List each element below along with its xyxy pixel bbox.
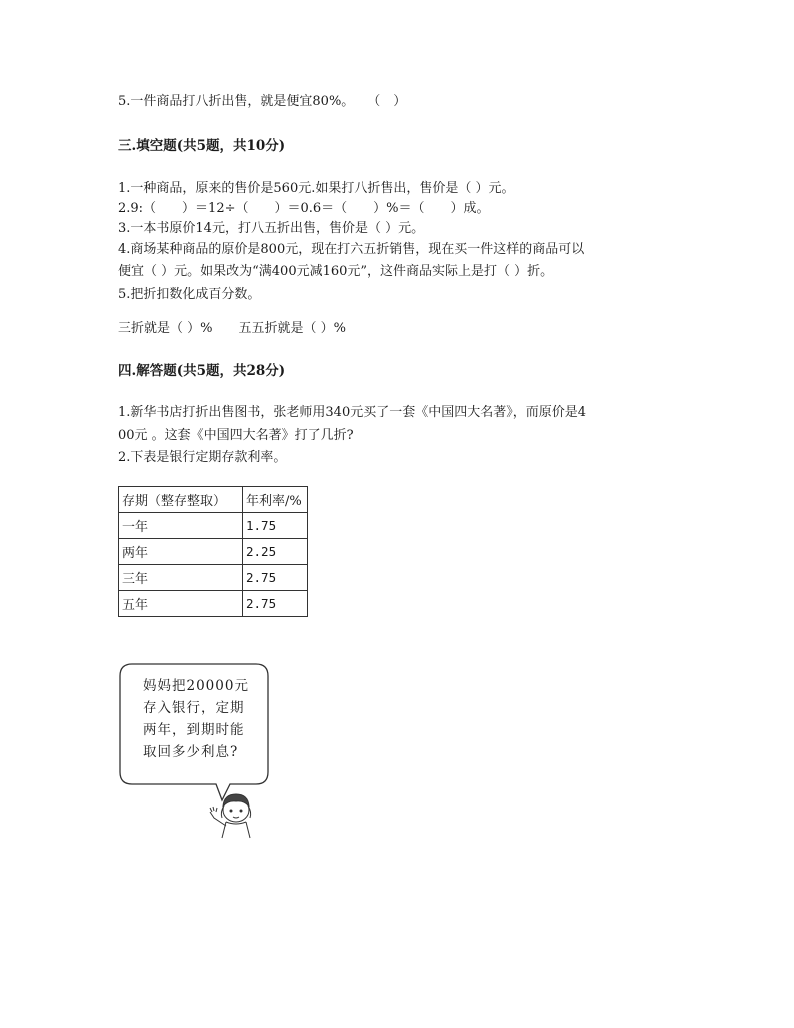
speech-bubble-text: 妈妈把20000元存入银行，定期两年，到期时能取回多少利息?	[143, 678, 249, 760]
table-row	[119, 565, 308, 591]
table-cell-rate: 2.75	[243, 565, 308, 591]
table-cell-term: 三年	[119, 565, 243, 591]
table-row	[119, 591, 308, 617]
section-3-title: 三.填空题(共5题，共10分)	[118, 138, 286, 154]
table-header-term: 存期（整存整取）	[119, 487, 243, 513]
fill-question-5: 5.把折扣数化成百分数。	[118, 287, 261, 302]
table-header-row	[119, 487, 308, 513]
fill-question-1: 1.一种商品，原来的售价是560元.如果打八折售出，售价是（ ）元。	[118, 181, 515, 196]
table-row	[119, 539, 308, 565]
section-4-title: 四.解答题(共5题，共28分)	[118, 363, 286, 379]
table-header-rate: 年利率/%	[243, 487, 308, 513]
fill-question-2: 2.9:（ ）＝12÷（ ）＝0.6＝（ ）%＝（ ）成。	[118, 201, 490, 216]
judge-question-5: 5.一件商品打八折出售，就是便宜80%。 （ ）	[118, 94, 407, 109]
answer-question-1-line2: 00元 。这套《中国四大名著》打了几折?	[118, 428, 354, 443]
answer-question-1-line1: 1.新华书店打折出售图书，张老师用340元买了一套《中国四大名著》，而原价是4	[118, 405, 586, 420]
fill-question-4-line2: 便宜（ ）元。如果改为“满400元减160元”，这件商品实际上是打（ ）折。	[118, 264, 554, 279]
table-cell-rate: 2.75	[243, 591, 308, 617]
table-row	[119, 513, 308, 539]
table-cell-rate: 1.75	[243, 513, 308, 539]
table-cell-rate: 2.25	[243, 539, 308, 565]
table-cell-term: 五年	[119, 591, 243, 617]
interest-rate-table	[118, 486, 308, 617]
fill-question-4-line1: 4.商场某种商品的原价是800元，现在打六五折销售，现在买一件这样的商品可以	[118, 242, 585, 257]
answer-question-2: 2.下表是银行定期存款利率。	[118, 450, 287, 465]
table-cell-term: 两年	[119, 539, 243, 565]
table-cell-term: 一年	[119, 513, 243, 539]
girl-illustration	[210, 794, 251, 838]
fill-question-5-sub: 三折就是（ ）% 五五折就是（ ）%	[118, 321, 346, 336]
fill-question-3: 3.一本书原价14元，打八五折出售，售价是（ ）元。	[118, 221, 425, 236]
